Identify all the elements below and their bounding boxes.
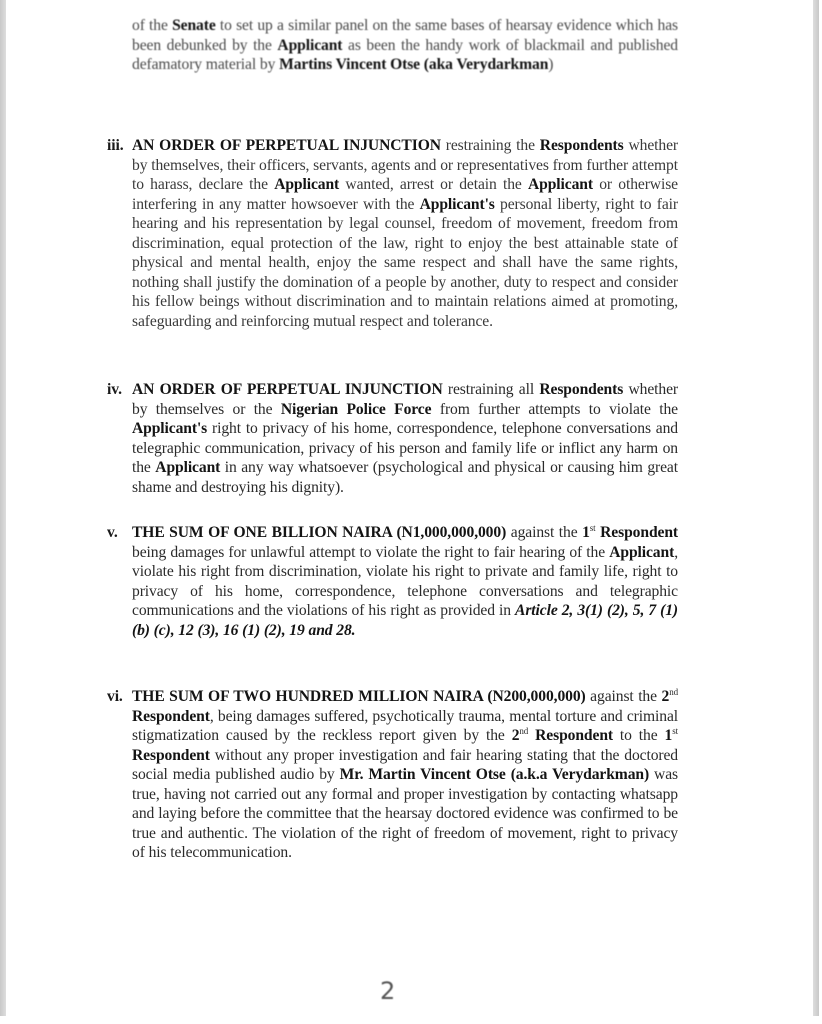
item-body bbox=[132, 688, 678, 861]
text-run: restraining the bbox=[440, 137, 540, 154]
bold-run: Respondent bbox=[132, 707, 210, 725]
bold-run: Applicant bbox=[274, 176, 340, 194]
bold-run: THE SUM OF ONE BILLION NAIRA (N1,000,000,000) bbox=[132, 524, 507, 541]
text-run: whether by themselves or the bbox=[132, 381, 678, 418]
continuation-paragraph bbox=[132, 16, 678, 75]
item-numeral: iii. bbox=[107, 137, 124, 154]
bold-run: st bbox=[672, 726, 679, 737]
bold-run: nd bbox=[669, 687, 678, 697]
item-numeral: vi. bbox=[107, 688, 123, 705]
text-run: without any proper investigation and fair hearing stating that the doctored social media published audio by bbox=[132, 746, 678, 784]
text-run: in any way whatsoever (psychological and physical or causing him great shame and destroying his dignity). bbox=[132, 459, 678, 496]
text-run: against the bbox=[585, 688, 662, 705]
text-run: wanted, arrest or detain the bbox=[339, 176, 528, 194]
bold-run: THE SUM OF TWO HUNDRED MILLION NAIRA (N200,000,000) bbox=[132, 688, 586, 705]
text-run: whether by themselves, their officers, servants, agents and or representatives from further attempt to harass, declare the bbox=[132, 137, 679, 194]
bold-run: Respondent bbox=[595, 524, 679, 541]
bold-run: Applicant bbox=[277, 36, 343, 54]
bold-run: nd bbox=[519, 726, 529, 737]
text-run: , violate his right from discrimination, violate his right to private and family life, right to privacy of his home, correspondence, telephone conversations and telegraphic communications and the violations of his right as provided in bbox=[132, 543, 678, 620]
item-numeral: iv. bbox=[107, 381, 122, 398]
bold-run: AN ORDER OF PERPETUAL INJUNCTION bbox=[132, 381, 443, 398]
text-run: personal liberty, right to fair hearing and his representation by legal counsel, freedom of movement, freedom from discrimination, equal protection of the law, right to enjoy the best attainable state of physical and mental health, enjoy the same respect and shall have the same rights, nothing shall justify the domination of a people by another, duty to respect and consider his fellow beings without discrimination and to maintain relations aimed at promoting, safeguarding and reinforcing mutual respect and tolerance. bbox=[132, 195, 678, 330]
text-run: being damages for unlawful attempt to violate the right to fair hearing of the bbox=[132, 543, 610, 561]
text-run: was true, having not carried out any formal and proper investigation by contacting whatsapp and laying before the committee that the hearsay doctored evidence was confirmed to be true and authentic. The violation of the right of freedom of movement, right to privacy of his telecommunication. bbox=[132, 766, 679, 862]
bold-run: Applicant bbox=[609, 543, 675, 561]
text-run: as been the handy work of blackmail and published defamatory material by bbox=[132, 36, 678, 74]
text-run: , being damages suffered, psychotically trauma, mental torture and criminal stigmatization caused by the reckless report given by the bbox=[132, 707, 678, 745]
text-run: against the bbox=[506, 524, 583, 541]
bold-run: 1 bbox=[582, 524, 590, 541]
bold-run: Applicant bbox=[528, 176, 593, 194]
text-run: of the bbox=[132, 17, 173, 34]
bold-run: Nigerian Police Force bbox=[280, 400, 432, 418]
text-run: ) bbox=[548, 56, 554, 74]
text-run: to the bbox=[613, 727, 665, 745]
bold-run: Respondents bbox=[539, 381, 624, 398]
text-run: right to privacy of his home, correspondence, telephone conversations and telegraphic communication, privacy of his person and family life or inflict any harm on the bbox=[132, 420, 678, 477]
bold-run: Applicant bbox=[155, 459, 221, 477]
relief-item-vi bbox=[107, 687, 679, 863]
bold-run: Respondents bbox=[539, 137, 624, 154]
relief-item-iii bbox=[107, 136, 679, 331]
bold-run: AN ORDER OF PERPETUAL INJUNCTION bbox=[132, 137, 441, 154]
bold-run: Martins Vincent Otse (aka Verydarkman bbox=[279, 56, 549, 74]
text-run: restraining all bbox=[442, 381, 540, 398]
bold-run: 1 bbox=[664, 727, 673, 745]
bold-run: Applicant's bbox=[419, 195, 495, 213]
item-body bbox=[132, 137, 678, 330]
text-run: or otherwise interfering in any matter howsoever with the bbox=[132, 176, 678, 213]
relief-item-iv bbox=[107, 380, 678, 497]
bold-run: 2 bbox=[511, 727, 520, 745]
bold-run: st bbox=[589, 523, 596, 533]
bold-run: Respondent bbox=[528, 727, 613, 745]
relief-item-v bbox=[107, 523, 679, 640]
bold-run: Mr. Martin Vincent Otse (a.k.a Verydarkman) bbox=[339, 766, 650, 784]
item-numeral: v. bbox=[107, 524, 118, 541]
emphasis-run: Article 2, 3(1) (2), 5, 7 (1) (b) (c), 12 (3), 16 (1) (2), 19 and 28. bbox=[132, 602, 679, 639]
bold-run: 2 bbox=[661, 688, 670, 705]
item-body bbox=[132, 381, 678, 496]
item-body bbox=[132, 524, 678, 639]
page-number: 2 bbox=[380, 977, 396, 1005]
bold-run: Senate bbox=[172, 17, 216, 34]
bold-run: Respondent bbox=[132, 746, 210, 764]
text-run: from further attempts to violate the bbox=[431, 400, 678, 418]
text-run: to set up a similar panel on the same bases of hearsay evidence which has been debunked by the bbox=[132, 17, 679, 54]
bold-run: Applicant's bbox=[132, 420, 208, 438]
